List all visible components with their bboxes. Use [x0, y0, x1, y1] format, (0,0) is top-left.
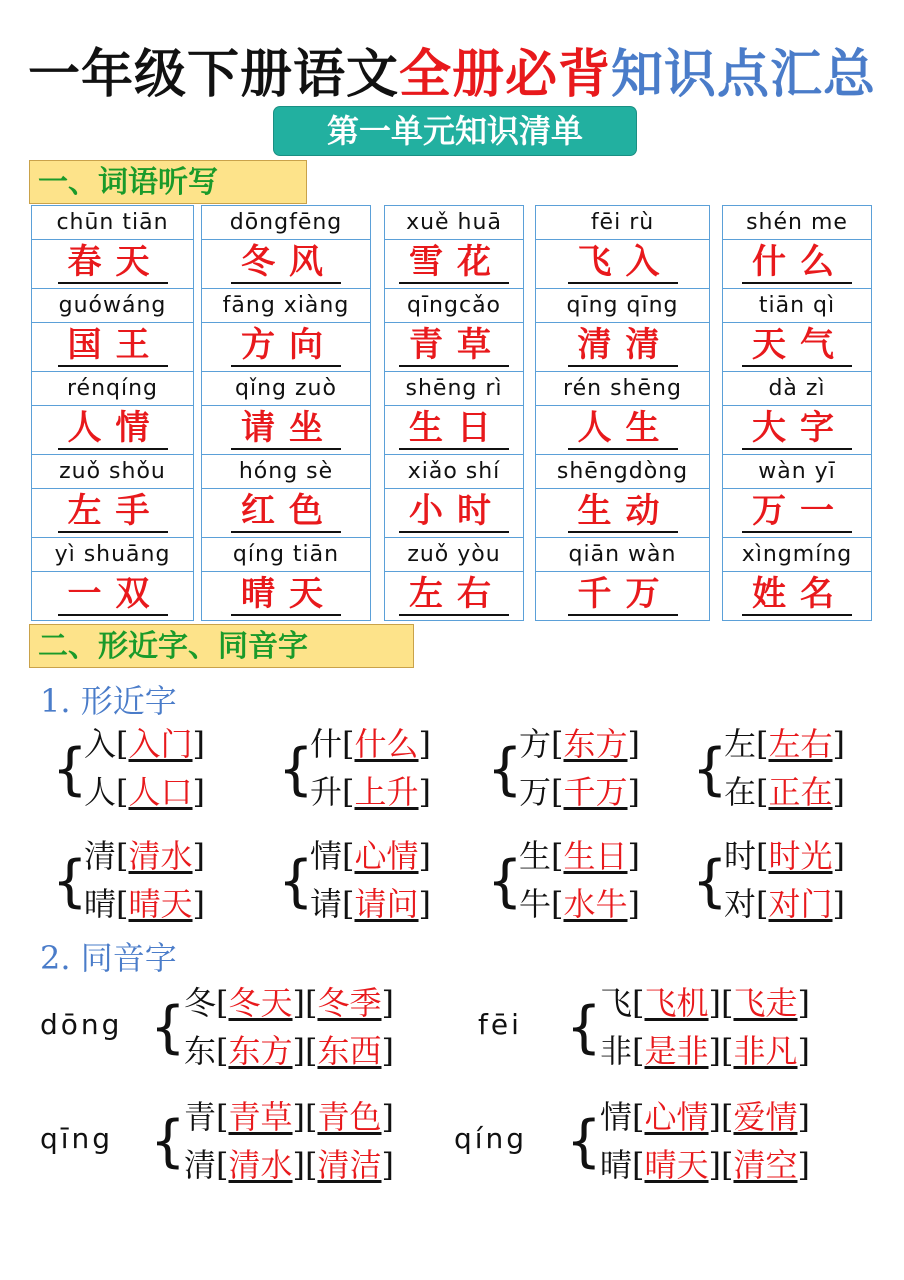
pinyin-cell: fēi rù [536, 206, 709, 240]
section-heading-similar-chars: 二、形近字、同音字 [29, 624, 414, 668]
word-text: 一双 [58, 574, 168, 616]
homophone-pinyin: dōng [40, 1008, 123, 1041]
word-text: 天气 [742, 325, 852, 367]
brace: { [566, 1109, 602, 1174]
word-cell [202, 240, 370, 289]
similar-char-line: 升[上升] [310, 773, 431, 811]
similar-char-group [52, 834, 252, 934]
word-cell [536, 323, 709, 372]
word-cell [723, 572, 871, 621]
word-cell [202, 406, 370, 455]
word-cell [202, 572, 370, 621]
brace: { [150, 1109, 186, 1174]
word-cell [723, 489, 871, 538]
similar-char-line: 清[清水] [84, 837, 205, 875]
homophone-group [40, 980, 440, 1090]
pinyin-cell: zuǒ yòu [385, 538, 523, 572]
word-column [384, 205, 524, 621]
word-cell [723, 323, 871, 372]
word-text: 飞入 [568, 242, 678, 284]
similar-char-line: 入[入门] [84, 725, 205, 763]
word-text: 冬风 [231, 242, 341, 284]
word-text: 方向 [231, 325, 341, 367]
similar-char-line: 时[时光] [724, 837, 845, 875]
subheading-similar-shape: 1. 形近字 [40, 682, 177, 720]
brace: { [52, 737, 88, 802]
pinyin-cell: shēng rì [385, 372, 523, 406]
word-column [722, 205, 872, 621]
similar-char-group [487, 834, 687, 934]
word-text: 青草 [399, 325, 509, 367]
word-text: 左手 [58, 491, 168, 533]
word-text: 清清 [568, 325, 678, 367]
word-cell [536, 240, 709, 289]
similar-char-line: 什[什么] [310, 725, 431, 763]
similar-char-line: 对[对门] [724, 885, 845, 923]
word-cell [32, 572, 193, 621]
pinyin-cell: dà zì [723, 372, 871, 406]
brace: { [150, 995, 186, 1060]
word-cell [723, 406, 871, 455]
word-cell [385, 240, 523, 289]
word-text: 人生 [568, 408, 678, 450]
similar-char-group [487, 722, 687, 822]
brace: { [278, 849, 314, 914]
brace: { [692, 849, 728, 914]
homophone-line: 青[青草][青色] [184, 1098, 394, 1136]
homophone-line: 东[东方][东西] [184, 1032, 394, 1070]
brace: { [487, 737, 523, 802]
pinyin-cell: xiǎo shí [385, 455, 523, 489]
pinyin-cell: guówáng [32, 289, 193, 323]
pinyin-cell: qíng tiān [202, 538, 370, 572]
similar-char-line: 情[心情] [310, 837, 431, 875]
word-cell [536, 572, 709, 621]
word-cell [32, 489, 193, 538]
word-text: 左右 [399, 574, 509, 616]
brace: { [278, 737, 314, 802]
word-text: 千万 [568, 574, 678, 616]
homophone-line: 晴[晴天][清空] [600, 1146, 810, 1184]
similar-char-line: 人[人口] [84, 773, 205, 811]
similar-char-line: 方[东方] [519, 725, 640, 763]
word-cell [385, 489, 523, 538]
similar-char-group [692, 722, 892, 822]
pinyin-cell: hóng sè [202, 455, 370, 489]
similar-char-group [692, 834, 892, 934]
pinyin-cell: chūn tiān [32, 206, 193, 240]
similar-char-group [278, 722, 478, 822]
pinyin-cell: xuě huā [385, 206, 523, 240]
similar-char-line: 万[千万] [519, 773, 640, 811]
pinyin-cell: rénqíng [32, 372, 193, 406]
similar-char-group [52, 722, 252, 822]
homophone-pinyin: qīng [40, 1122, 114, 1155]
homophone-line: 飞[飞机][飞走] [600, 984, 810, 1022]
word-column [31, 205, 194, 621]
brace: { [52, 849, 88, 914]
similar-char-line: 请[请问] [310, 885, 431, 923]
homophone-line: 清[清水][清洁] [184, 1146, 394, 1184]
word-text: 生日 [399, 408, 509, 450]
word-text: 红色 [231, 491, 341, 533]
word-text: 小时 [399, 491, 509, 533]
pinyin-cell: yì shuāng [32, 538, 193, 572]
word-cell [536, 489, 709, 538]
pinyin-cell: dōngfēng [202, 206, 370, 240]
brace: { [566, 995, 602, 1060]
similar-char-group [278, 834, 478, 934]
word-text: 人情 [58, 408, 168, 450]
pinyin-cell: wàn yī [723, 455, 871, 489]
word-text: 生动 [568, 491, 678, 533]
word-cell [385, 406, 523, 455]
title-part-must-recite: 全册必背 [398, 44, 611, 105]
word-text: 国王 [58, 325, 168, 367]
word-text: 晴天 [231, 574, 341, 616]
word-cell [202, 323, 370, 372]
pinyin-cell: qīng qīng [536, 289, 709, 323]
word-column [201, 205, 371, 621]
word-text: 万一 [742, 491, 852, 533]
similar-char-line: 牛[水牛] [519, 885, 640, 923]
unit-label: 第一单元知识清单 [274, 107, 636, 155]
pinyin-cell: qǐng zuò [202, 372, 370, 406]
page-title [0, 44, 904, 106]
homophone-group [478, 980, 878, 1090]
pinyin-cell: zuǒ shǒu [32, 455, 193, 489]
pinyin-cell: qīngcǎo [385, 289, 523, 323]
word-cell [723, 240, 871, 289]
pinyin-cell: tiān qì [723, 289, 871, 323]
pinyin-cell: qiān wàn [536, 538, 709, 572]
word-cell [32, 323, 193, 372]
pinyin-cell: shēngdòng [536, 455, 709, 489]
word-text: 大字 [742, 408, 852, 450]
word-column [535, 205, 710, 621]
similar-char-line: 在[正在] [724, 773, 845, 811]
word-cell [32, 406, 193, 455]
similar-char-line: 生[生日] [519, 837, 640, 875]
word-text: 请坐 [231, 408, 341, 450]
word-text: 春天 [58, 242, 168, 284]
word-cell [385, 323, 523, 372]
pinyin-cell: xìngmíng [723, 538, 871, 572]
title-part-grade: 一年级下册语文 [27, 44, 399, 105]
homophone-pinyin: fēi [478, 1008, 522, 1041]
pinyin-cell: shén me [723, 206, 871, 240]
homophone-group [40, 1094, 440, 1204]
similar-char-line: 晴[晴天] [84, 885, 205, 923]
word-cell [32, 240, 193, 289]
subheading-homophones: 2. 同音字 [40, 939, 177, 977]
homophone-line: 非[是非][非凡] [600, 1032, 810, 1070]
word-cell [385, 572, 523, 621]
homophone-group [454, 1094, 874, 1204]
word-cell [536, 406, 709, 455]
similar-char-line: 左[左右] [724, 725, 845, 763]
word-text: 雪花 [399, 242, 509, 284]
section-heading-dictation: 一、词语听写 [29, 160, 307, 204]
homophone-line: 冬[冬天][冬季] [184, 984, 394, 1022]
brace: { [487, 849, 523, 914]
homophone-line: 情[心情][爱情] [600, 1098, 810, 1136]
word-cell [202, 489, 370, 538]
word-text: 姓名 [742, 574, 852, 616]
word-text: 什么 [742, 242, 852, 284]
homophone-pinyin: qíng [454, 1122, 528, 1155]
brace: { [692, 737, 728, 802]
pinyin-cell: fāng xiàng [202, 289, 370, 323]
pinyin-cell: rén shēng [536, 372, 709, 406]
title-part-summary: 知识点汇总 [611, 44, 877, 105]
